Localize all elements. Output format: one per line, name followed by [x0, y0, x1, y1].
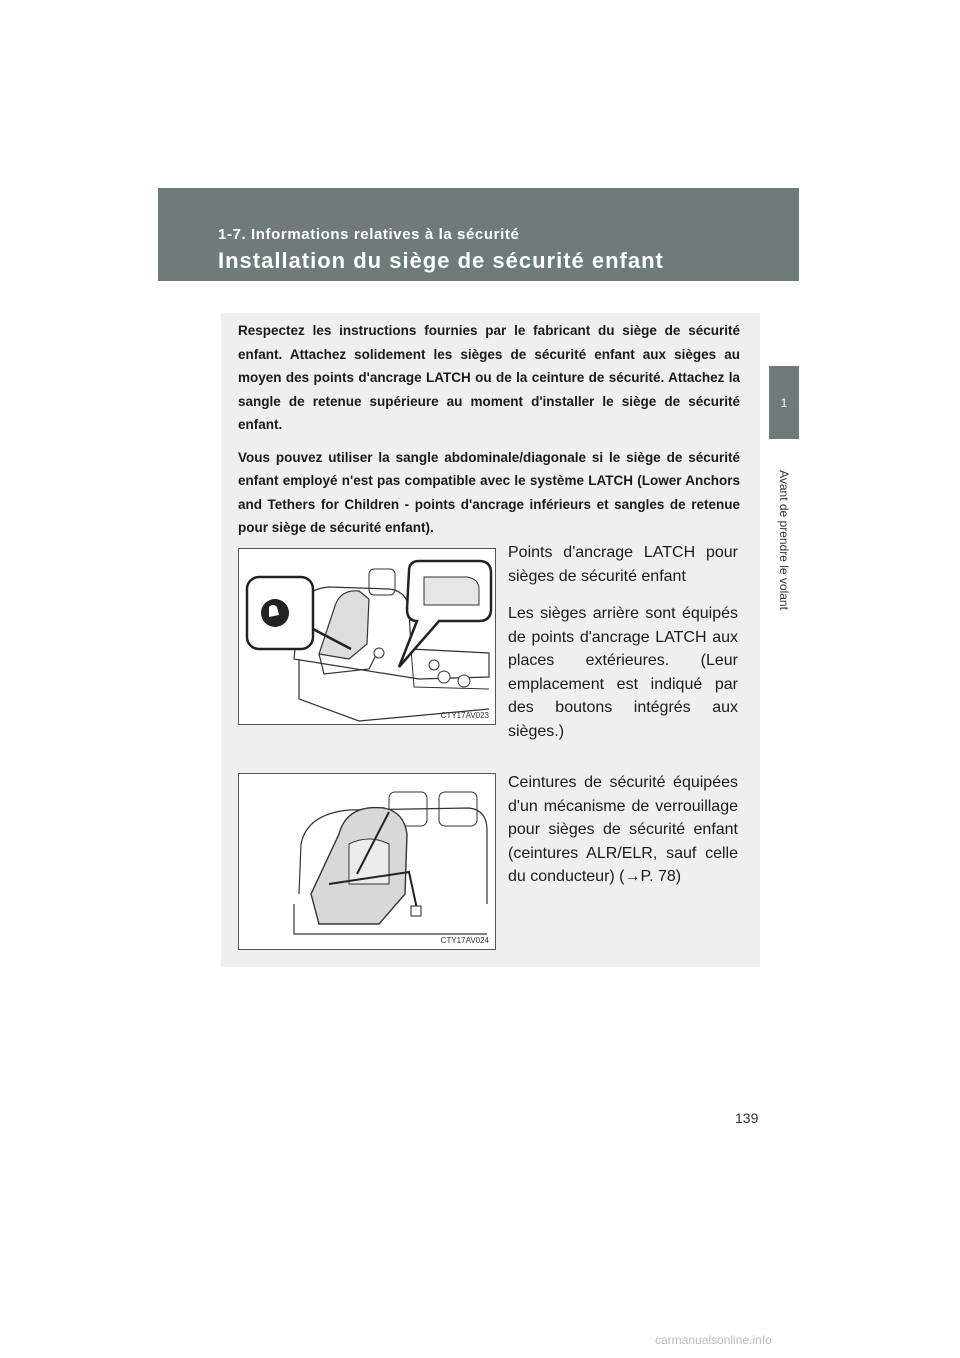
chapter-tab — [769, 366, 799, 439]
latch-description — [508, 541, 738, 757]
intro-text — [238, 319, 740, 549]
page-number: 139 — [735, 1110, 759, 1126]
figure-code: CTY17AV024 — [440, 936, 489, 945]
latch-heading: Points d'ancrage LATCH pour sièges de sécurité enfant — [508, 544, 738, 585]
figure-code: CTY17AV023 — [440, 711, 489, 720]
intro-paragraph-2: Vous pouvez utiliser la sangle abdominale/diagonale si le siège de sécurité enfant employé n'est pas compatible avec le système LATCH (Lower Anchors and Tethers for Children - points d'ancrage inférieurs et sangles de retenue pour siège de sécurité enfant). — [238, 449, 740, 535]
latch-anchor-illustration — [238, 548, 496, 725]
intro-paragraph-1: Respectez les instructions fournies par le fabricant du siège de sécurité enfant. Attachez solidement les sièges de sécurité enfant aux sièges au moyen des points d'ancrage LATCH ou de la ceinture de sécurité. Attachez la sangle de retenue supérieure au moment d'installer le siège de sécurité enfant. — [238, 323, 740, 432]
latch-text: Les sièges arrière sont équipés de points d'ancrage LATCH aux places extérieures. (Leur emplacement est indiqué par des boutons intégrés aux sièges.) — [508, 605, 738, 740]
content-panel — [221, 313, 760, 967]
section-header — [158, 188, 799, 281]
chapter-label — [770, 450, 798, 630]
page-title: Installation du siège de sécurité enfant — [218, 248, 664, 273]
chapter-label-text: Avant de prendre le volant — [777, 470, 791, 610]
latch-seat-drawing — [239, 549, 495, 724]
chapter-number: 1 — [780, 395, 788, 410]
seatbelt-seat-drawing — [239, 774, 495, 949]
watermark: carmanualsonline.info — [655, 1333, 772, 1347]
seatbelt-description — [508, 771, 738, 903]
seatbelt-illustration — [238, 773, 496, 950]
seatbelt-text: Ceintures de sécurité équipées d'un mécanisme de verrouillage pour sièges de sécurité enfant (ceintures ALR/ELR, sauf celle du conducteur) (→P. 78) — [508, 774, 738, 885]
section-label: 1-7. Informations relatives à la sécurité — [218, 226, 520, 243]
